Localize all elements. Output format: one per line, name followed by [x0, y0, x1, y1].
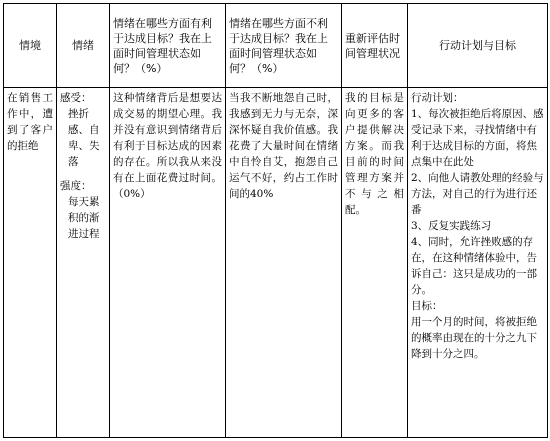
cell-unfavorable: 当我不断地怨自己时，我感到无力与无奈，深深怀疑自我价值感。我花费了大量时间在情绪中自怜自艾，抱怨自己运气不好，约占工作时间的40% — [226, 88, 342, 438]
header-row — [4, 4, 548, 88]
plan-line: 1、每次被拒绝后将原因、感受记录下来，寻找情绪中有利于达成目标的方面，将焦点集中在此处 — [411, 108, 544, 168]
emotion-label: 感受： — [60, 92, 92, 104]
plan-line: 用一个月的时间，将被拒绝的概率由现在的十分之九下降到十分之四。 — [411, 316, 537, 360]
cell-plan — [408, 88, 548, 438]
header-situation: 情境 — [4, 4, 57, 88]
table-row — [4, 88, 548, 438]
plan-line: 2、向他人请教处理的经验与方法，对自己的行为进行还番 — [411, 172, 544, 216]
header-favorable: 情绪在哪些方面有利于达成目标？我在上面时间管理状态如何？（%） — [110, 4, 226, 88]
cell-situation: 在销售工作中，遭到了客户的拒绝 — [4, 88, 57, 438]
intensity-label: 强度： — [60, 180, 92, 192]
header-unfavorable: 情绪在哪些方面不利于达成目标？我在上面时间管理状态如何？（%） — [226, 4, 342, 88]
intensity-value: 每天累积的渐进过程 — [68, 196, 100, 240]
cell-reassess: 我的目标是向更多的客户提供解决方案。而我目前的时间管理方案并不与之相配。 — [342, 88, 408, 438]
emotion-time-table — [3, 3, 548, 438]
document-page — [3, 3, 547, 438]
cell-favorable: 这种情绪背后是想要达成交易的期望心理。我并没有意识到情绪背后有利于目标达成的因素的存在。所以我从来没有在上面花费过时间。（0%） — [110, 88, 226, 438]
header-emotion: 情绪 — [57, 4, 110, 88]
plan-line: 3、反复实践练习 — [411, 220, 492, 232]
header-reassess: 重新评估时间管理状况 — [342, 4, 408, 88]
header-plan: 行动计划与目标 — [408, 4, 548, 88]
plan-line: 目标： — [411, 300, 443, 312]
emotion-value: 挫折感、自卑、失落 — [68, 108, 100, 168]
spacer — [60, 170, 106, 178]
plan-line: 4、同时，允许挫败感的存在，在这种情绪体验中，告诉自己：这只是成功的一部分。 — [411, 236, 537, 296]
cell-emotion — [57, 88, 110, 438]
plan-line: 行动计划： — [411, 92, 464, 104]
